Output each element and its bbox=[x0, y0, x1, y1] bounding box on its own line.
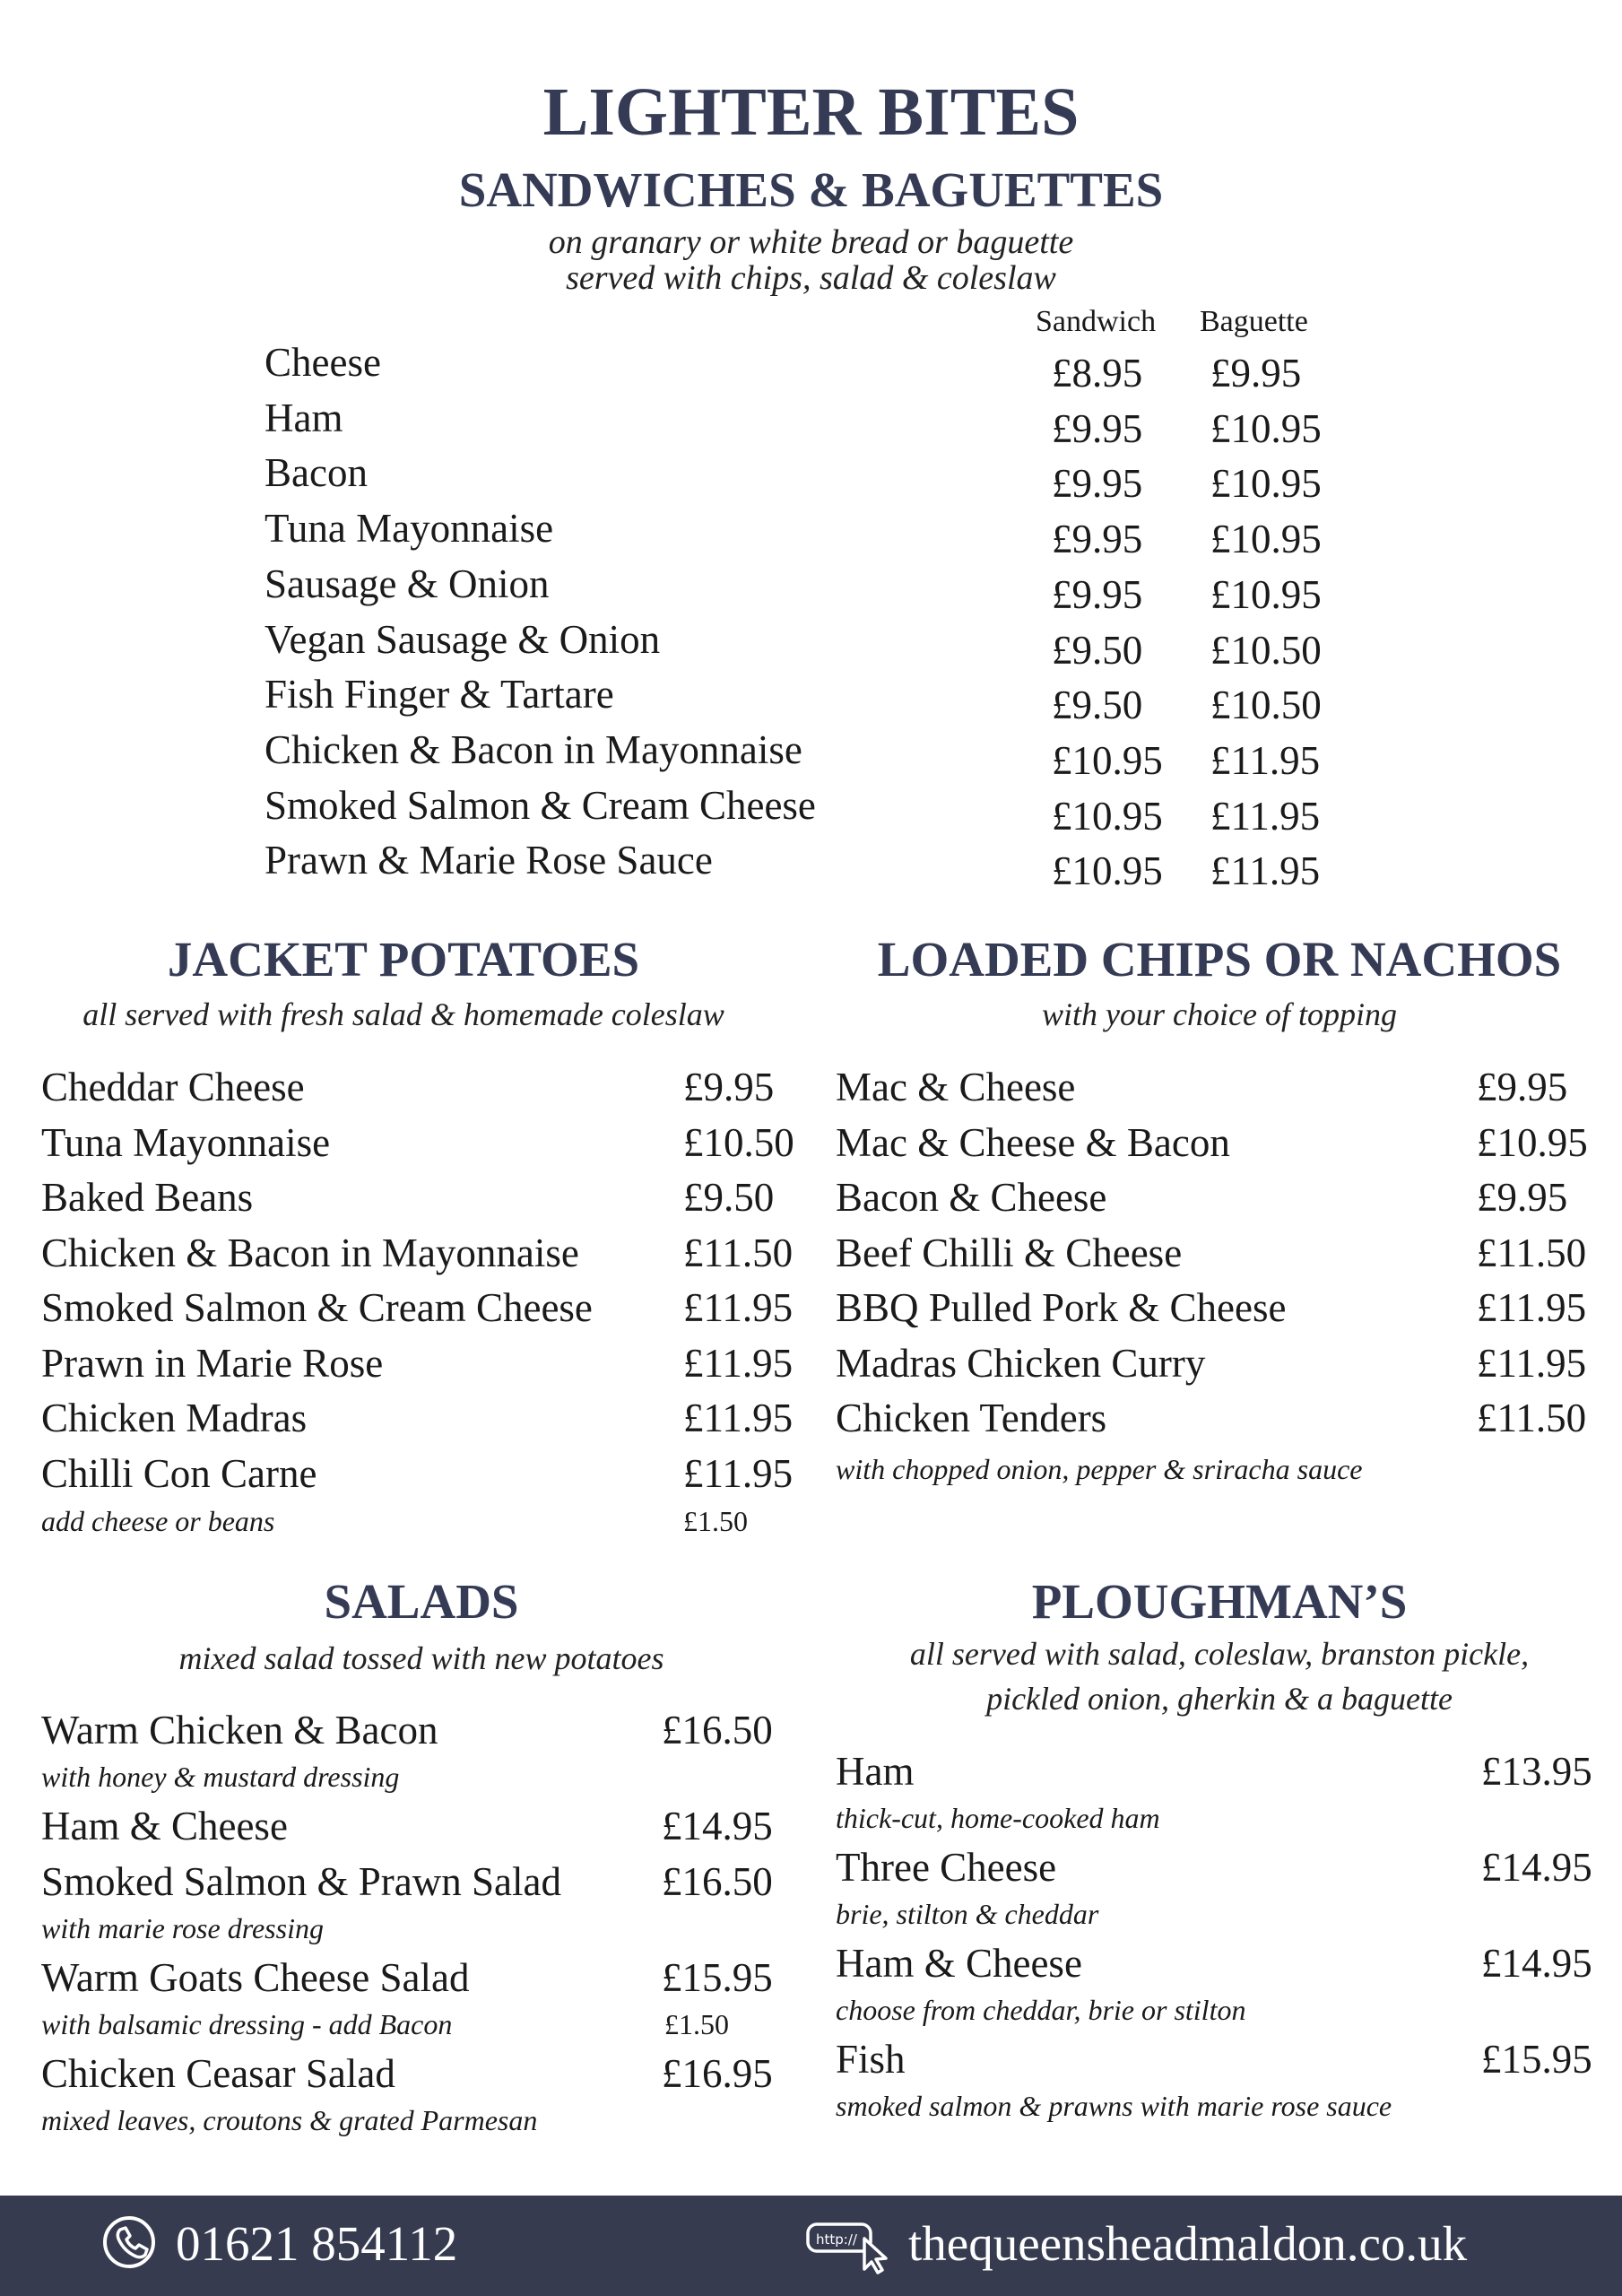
ploughmans-item-name: Ham & Cheese bbox=[836, 1941, 1082, 1986]
ploughmans-item-price: £13.95 bbox=[1481, 1749, 1592, 1794]
ploughmans-item-name: Ham bbox=[836, 1749, 915, 1794]
phone-icon bbox=[100, 2213, 158, 2271]
ploughmans-item-description: brie, stilton & cheddar bbox=[836, 1898, 1099, 1930]
jacket-item-name: Cheddar Cheese bbox=[41, 1065, 305, 1109]
baguette-item-price: £11.95 bbox=[1210, 848, 1321, 894]
salads-subtitle: mixed salad tossed with new potatoes bbox=[178, 1640, 664, 1676]
loaded-item-price: £11.95 bbox=[1477, 1340, 1587, 1386]
loaded-item-price: £10.95 bbox=[1477, 1119, 1588, 1165]
baguette-item-price: £10.50 bbox=[1210, 627, 1322, 673]
jacket-item-price: £11.95 bbox=[683, 1285, 794, 1330]
column-header-baguette: Baguette bbox=[1200, 305, 1308, 338]
sandwich-item-price: £9.95 bbox=[1052, 517, 1143, 562]
sandwich-item-price: £8.95 bbox=[1052, 351, 1143, 396]
sandwiches-subtitle-1: on granary or white bread or baguette bbox=[548, 223, 1074, 261]
salad-item-price: £16.50 bbox=[662, 1708, 773, 1752]
jacket-item-name: Chicken & Bacon in Mayonnaise bbox=[41, 1230, 579, 1275]
salads-heading: SALADS bbox=[324, 1574, 519, 1629]
jacket-item-name: Smoked Salmon & Cream Cheese bbox=[41, 1285, 593, 1330]
jacket-item-name: Chicken Madras bbox=[41, 1396, 308, 1440]
loaded-item-name: Bacon & Cheese bbox=[836, 1175, 1107, 1220]
sandwich-item-name: Fish Finger & Tartare bbox=[265, 672, 614, 718]
salad-item-name: Warm Goats Cheese Salad bbox=[41, 1955, 470, 2000]
sandwich-item-name: Smoked Salmon & Cream Cheese bbox=[265, 782, 816, 828]
salad-item-price: £16.95 bbox=[662, 2051, 773, 2096]
ploughmans-item-description: thick-cut, home-cooked ham bbox=[836, 1802, 1160, 1834]
sandwiches-subtitle-2: served with chips, salad & coleslaw bbox=[566, 259, 1056, 297]
baguette-item-price: £10.95 bbox=[1210, 405, 1322, 451]
sandwich-item-name: Tuna Mayonnaise bbox=[265, 506, 554, 552]
baguette-item-price: £10.95 bbox=[1210, 571, 1322, 617]
jacket-item-price: £11.95 bbox=[683, 1340, 794, 1386]
jacket-item-name: Tuna Mayonnaise bbox=[41, 1119, 331, 1165]
salad-item-name: Warm Chicken & Bacon bbox=[41, 1708, 438, 1752]
sandwich-item-name: Cheese bbox=[265, 340, 381, 385]
ploughmans-subtitle-2: pickled onion, gherkin & a baguette bbox=[986, 1681, 1453, 1717]
ploughmans-item-description: choose from cheddar, brie or stilton bbox=[836, 1994, 1246, 2026]
sandwich-item-price: £9.50 bbox=[1052, 683, 1143, 728]
website-icon-label: http:// bbox=[816, 2231, 857, 2248]
salad-item-name: Chicken Ceasar Salad bbox=[41, 2051, 395, 2096]
salad-item-description: with balsamic dressing - add Bacon bbox=[41, 2008, 453, 2040]
sandwich-item-name: Sausage & Onion bbox=[265, 561, 550, 606]
loaded-chips-heading: LOADED CHIPS OR NACHOS bbox=[877, 932, 1562, 987]
jacket-item-name: Prawn in Marie Rose bbox=[41, 1340, 384, 1386]
salad-item-name: Ham & Cheese bbox=[41, 1804, 288, 1848]
sandwich-item-price: £10.95 bbox=[1052, 793, 1163, 839]
loaded-chips-note: with chopped onion, pepper & sriracha sauce bbox=[836, 1453, 1363, 1485]
salad-item-description: mixed leaves, croutons & grated Parmesan bbox=[41, 2104, 538, 2136]
ploughmans-item-name: Fish bbox=[836, 2037, 906, 2082]
loaded-item-price: £9.95 bbox=[1477, 1175, 1568, 1220]
jacket-item-price: £9.50 bbox=[683, 1175, 775, 1220]
sandwich-item-price: £9.95 bbox=[1052, 405, 1143, 451]
baguette-item-price: £9.95 bbox=[1210, 351, 1302, 396]
salad-item-price: £14.95 bbox=[662, 1804, 773, 1848]
sandwich-item-price: £9.50 bbox=[1052, 627, 1143, 673]
baguette-item-price: £11.95 bbox=[1210, 737, 1321, 783]
jacket-item-price: £11.95 bbox=[683, 1450, 794, 1496]
loaded-item-name: Chicken Tenders bbox=[836, 1396, 1107, 1440]
ploughmans-item-price: £14.95 bbox=[1481, 1941, 1592, 1986]
jacket-potatoes-heading: JACKET POTATOES bbox=[167, 932, 640, 987]
loaded-item-price: £11.95 bbox=[1477, 1285, 1587, 1330]
website-link[interactable]: thequeensheadmaldon.co.uk bbox=[908, 2216, 1468, 2271]
footer-bar bbox=[0, 2196, 1622, 2296]
salad-item-price: £15.95 bbox=[662, 1955, 773, 2000]
jacket-extra-price: £1.50 bbox=[683, 1505, 748, 1537]
jacket-item-price: £10.50 bbox=[683, 1119, 794, 1165]
loaded-item-name: Mac & Cheese bbox=[836, 1065, 1076, 1109]
jacket-extra: add cheese or beans bbox=[41, 1505, 275, 1537]
baguette-item-price: £11.95 bbox=[1210, 793, 1321, 839]
salad-item-price: £16.50 bbox=[662, 1859, 773, 1904]
jacket-item-price: £9.95 bbox=[683, 1065, 775, 1109]
sandwich-item-name: Chicken & Bacon in Mayonnaise bbox=[265, 726, 802, 772]
salad-item-description: with honey & mustard dressing bbox=[41, 1761, 400, 1793]
jacket-item-name: Chilli Con Carne bbox=[41, 1450, 317, 1496]
column-header-sandwich: Sandwich bbox=[1036, 305, 1157, 338]
salad-item-name: Smoked Salmon & Prawn Salad bbox=[41, 1859, 561, 1904]
sandwich-item-price: £10.95 bbox=[1052, 848, 1163, 894]
ploughmans-item-price: £14.95 bbox=[1481, 1845, 1592, 1890]
loaded-item-name: Madras Chicken Curry bbox=[836, 1340, 1206, 1386]
baguette-item-price: £10.50 bbox=[1210, 683, 1322, 728]
sandwich-item-name: Prawn & Marie Rose Sauce bbox=[265, 838, 713, 883]
sandwich-item-name: Bacon bbox=[265, 450, 368, 496]
loaded-item-price: £11.50 bbox=[1477, 1230, 1587, 1275]
jacket-potatoes-subtitle: all served with fresh salad & homemade coleslaw bbox=[82, 996, 724, 1032]
loaded-chips-subtitle: with your choice of topping bbox=[1042, 996, 1397, 1032]
jacket-item-price: £11.50 bbox=[683, 1230, 794, 1275]
ploughmans-subtitle-1: all served with salad, coleslaw, branston pickle, bbox=[909, 1636, 1530, 1672]
loaded-item-name: Beef Chilli & Cheese bbox=[836, 1230, 1183, 1275]
salad-item-description: with marie rose dressing bbox=[41, 1912, 324, 1944]
loaded-item-price: £11.50 bbox=[1477, 1396, 1587, 1440]
ploughmans-item-price: £15.95 bbox=[1481, 2037, 1592, 2082]
ploughmans-heading: PLOUGHMAN’S bbox=[1031, 1574, 1408, 1629]
sandwiches-heading: SANDWICHES & BAGUETTES bbox=[458, 162, 1164, 217]
baguette-item-price: £10.95 bbox=[1210, 517, 1322, 562]
loaded-item-name: BBQ Pulled Pork & Cheese bbox=[836, 1285, 1287, 1330]
sandwich-item-name: Vegan Sausage & Onion bbox=[265, 616, 661, 662]
sandwich-item-name: Ham bbox=[265, 395, 343, 440]
baguette-item-price: £10.95 bbox=[1210, 461, 1322, 507]
jacket-item-price: £11.95 bbox=[683, 1396, 794, 1440]
sandwich-item-price: £10.95 bbox=[1052, 737, 1163, 783]
page-title: LIGHTER BITES bbox=[542, 74, 1080, 150]
loaded-item-name: Mac & Cheese & Bacon bbox=[836, 1119, 1230, 1165]
sandwich-item-price: £9.95 bbox=[1052, 571, 1143, 617]
ploughmans-item-name: Three Cheese bbox=[836, 1845, 1057, 1890]
sandwich-item-price: £9.95 bbox=[1052, 461, 1143, 507]
ploughmans-item-description: smoked salmon & prawns with marie rose sauce bbox=[836, 2090, 1392, 2122]
phone-number[interactable]: 01621 854112 bbox=[176, 2216, 458, 2271]
loaded-item-price: £9.95 bbox=[1477, 1065, 1568, 1109]
website-icon bbox=[805, 2219, 891, 2274]
salad-extra-price: £1.50 bbox=[664, 2008, 729, 2040]
jacket-item-name: Baked Beans bbox=[41, 1175, 254, 1220]
